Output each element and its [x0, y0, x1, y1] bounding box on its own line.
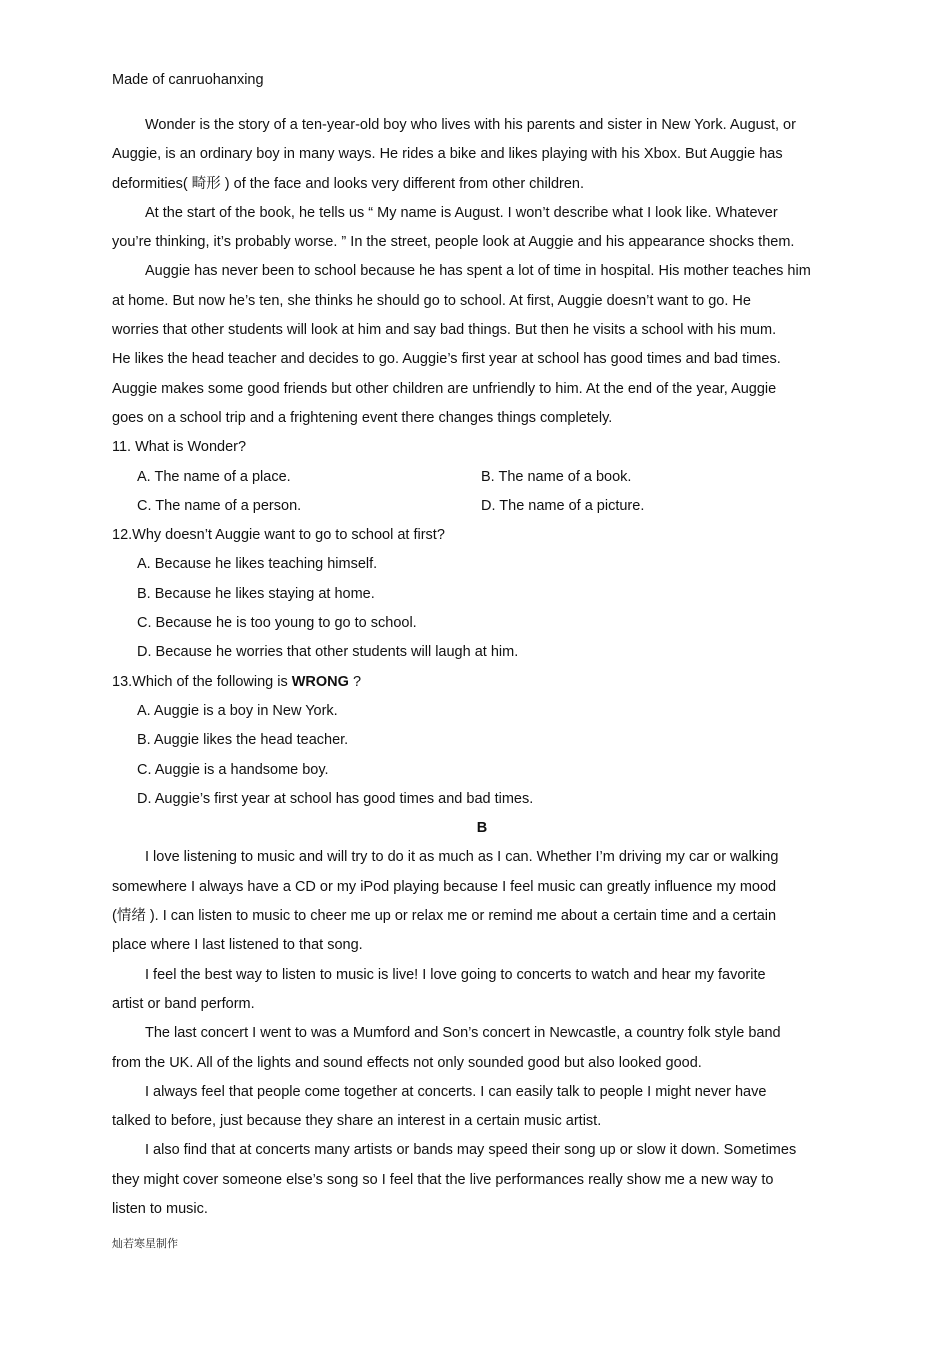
- question-stem: [112, 674, 852, 703]
- paragraph-line: from the UK. All of the lights and sound effects not only sounded good but also looked good.: [112, 1054, 702, 1071]
- question-stem: 11. What is Wonder?: [112, 439, 247, 456]
- paragraph-line: I love listening to music and will try to do it as much as I can. Whether I’m driving my car or walking: [145, 849, 779, 866]
- paragraph-line: At the start of the book, he tells us “ My name is August. I won’t describe what I look like. Whatever: [145, 204, 778, 221]
- paragraph-line: (情绪 ). I can listen to music to cheer me up or relax me or remind me about a certain time and a certain: [112, 908, 777, 925]
- question-stem: 12.Why doesn’t Auggie want to go to school at first?: [112, 527, 445, 544]
- paragraph-line: goes on a school trip and a frightening event there changes things completely.: [112, 409, 613, 426]
- paragraph-line: they might cover someone else’s song so I feel that the live performances really show me a new way to: [112, 1171, 774, 1188]
- paragraph-line: The last concert I went to was a Mumford and Son’s concert in Newcastle, a country folk style band: [145, 1025, 781, 1042]
- stem-emphasis: WRONG: [291, 673, 349, 690]
- paragraph-line: deformities( 畸形 ) of the face and looks very different from other children.: [112, 175, 584, 192]
- stem-text: 13.Which of the following is: [112, 673, 292, 690]
- paragraph-line: talked to before, just because they share an interest in a certain music artist.: [112, 1113, 602, 1130]
- page-footer: 灿若寒星制作: [112, 1237, 178, 1250]
- option-c: C. Auggie is a handsome boy.: [137, 761, 329, 778]
- option-d: D. Auggie’s first year at school has good times and bad times.: [137, 790, 534, 807]
- option-a: A. Auggie is a boy in New York.: [137, 702, 338, 719]
- paragraph-line: I always feel that people come together at concerts. I can easily talk to people I might never have: [145, 1083, 767, 1100]
- paragraph-line: Auggie makes some good friends but other children are unfriendly to him. At the end of the year, Auggie: [112, 380, 777, 397]
- question-12: [112, 527, 852, 673]
- paragraph-line: worries that other students will look at him and say bad things. But then he visits a school with his mum.: [112, 322, 777, 339]
- option-a: A. Because he likes teaching himself.: [137, 556, 378, 573]
- paragraph-line: He likes the head teacher and decides to go. Auggie’s first year at school has good times and bad times.: [112, 351, 781, 368]
- option-row: [112, 498, 852, 527]
- paragraph-line: Auggie has never been to school because he has spent a lot of time in hospital. His mother teaches him: [145, 263, 811, 280]
- option-c: C. The name of a person.: [137, 497, 302, 514]
- section-b-heading: B: [476, 820, 488, 837]
- option-c: C. Because he is too young to go to school.: [137, 615, 417, 632]
- paragraph-line: at home. But now he’s ten, she thinks he should go to school. At first, Auggie doesn’t want to go. He: [112, 292, 751, 309]
- question-11: [112, 439, 852, 527]
- question-13: [112, 674, 852, 820]
- option-d: D. The name of a picture.: [481, 497, 645, 514]
- paragraph-line: you’re thinking, it’s probably worse. ” In the street, people look at Auggie and his appearance shocks them.: [112, 234, 795, 251]
- option-b: B. Auggie likes the head teacher.: [137, 732, 349, 749]
- page-header: Made of canruohanxing: [112, 72, 264, 88]
- paragraph-line: place where I last listened to that song.: [112, 937, 363, 954]
- paragraph-line: artist or band perform.: [112, 995, 255, 1012]
- paragraph-line: somewhere I always have a CD or my iPod playing because I feel music can greatly influence my mood: [112, 878, 777, 895]
- option-a: A. The name of a place.: [137, 468, 291, 485]
- paragraph-line: Wonder is the story of a ten-year-old boy who lives with his parents and sister in New York. August, or: [145, 117, 796, 133]
- passage-a: [112, 117, 852, 439]
- document-body: [112, 117, 852, 1230]
- paragraph-line: Auggie, is an ordinary boy in many ways. He rides a bike and likes playing with his Xbox. But Auggie has: [112, 146, 783, 163]
- option-row: [112, 469, 852, 498]
- paragraph-line: listen to music.: [112, 1200, 208, 1217]
- option-d: D. Because he worries that other students will laugh at him.: [137, 644, 519, 661]
- stem-text-end: ?: [348, 673, 362, 690]
- option-b: B. Because he likes staying at home.: [137, 585, 375, 602]
- option-b: B. The name of a book.: [481, 468, 632, 485]
- passage-b: [112, 849, 852, 1230]
- paragraph-line: I feel the best way to listen to music is live! I love going to concerts to watch and hear my favorite: [145, 966, 766, 983]
- paragraph-line: I also find that at concerts many artists or bands may speed their song up or slow it down. Sometimes: [145, 1142, 797, 1159]
